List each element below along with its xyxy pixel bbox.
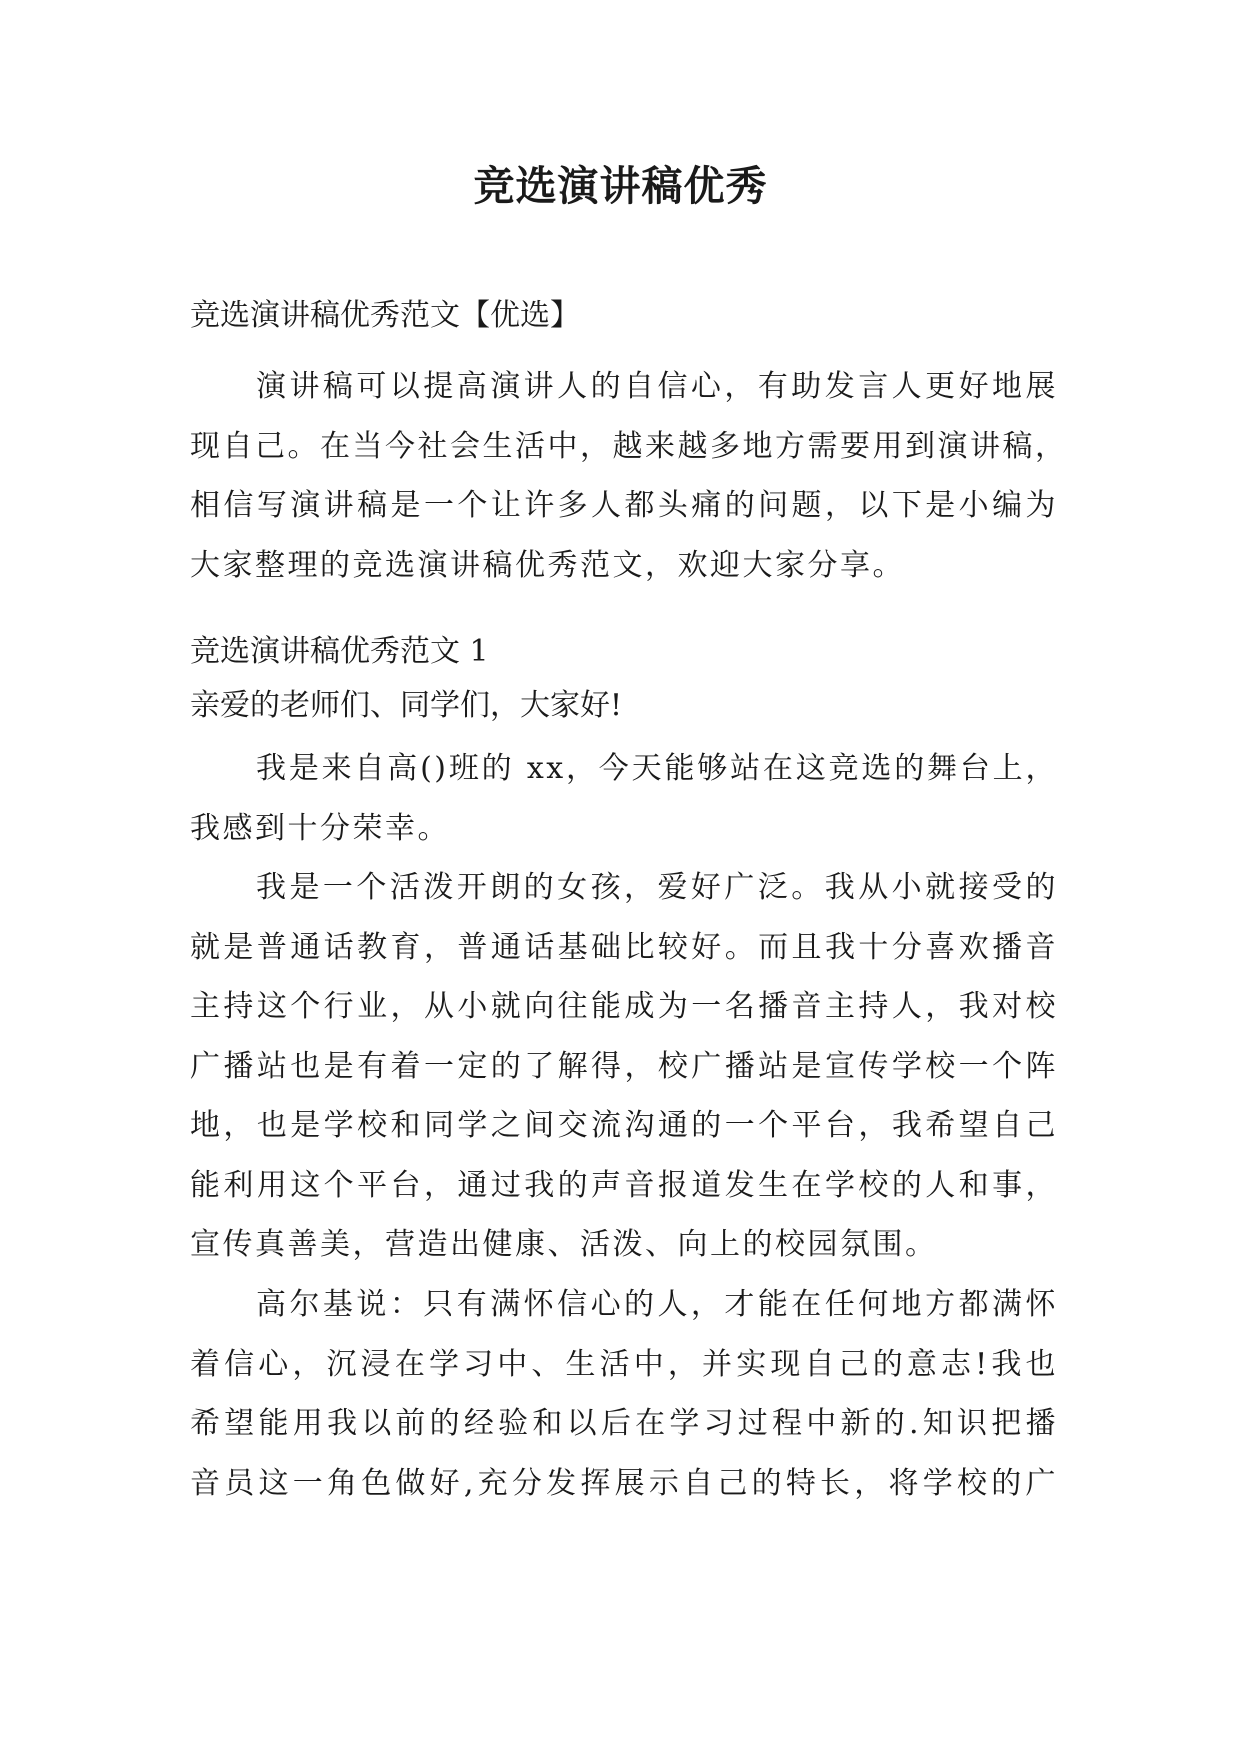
intro-line: 演讲稿可以提高演讲人的自信心，有助发言人更好地展 [256, 369, 1058, 404]
paragraph-line: 就是普通话教育，普通话基础比较好。而且我十分喜欢播音 [190, 929, 1058, 965]
section-heading: 竞选演讲稿优秀范文 1 [190, 634, 489, 669]
greeting-line: 亲爱的老师们、同学们，大家好! [190, 688, 623, 723]
paragraph-line: 宣传真善美，营造出健康、活泼、向上的校园氛围。 [190, 1227, 938, 1262]
intro-line: 相信写演讲稿是一个让许多人都头痛的问题，以下是小编为 [190, 488, 1058, 523]
paragraph-line: 主持这个行业，从小就向往能成为一名播音主持人，我对校 [190, 989, 1058, 1024]
paragraph-line: 地，也是学校和同学之间交流沟通的一个平台，我希望自己 [190, 1108, 1058, 1143]
paragraph-2 [190, 858, 1058, 1275]
paragraph-line: 高尔基说：只有满怀信心的人，才能在任何地方都满怀 [256, 1287, 1058, 1322]
intro-line: 大家整理的竞选演讲稿优秀范文，欢迎大家分享。 [190, 547, 905, 583]
paragraph-1 [190, 739, 1058, 858]
paragraph-line: 音员这一角色做好,充分发挥展示自己的特长，将学校的广 [190, 1465, 1058, 1501]
intro-paragraph [190, 357, 1068, 595]
document-subtitle: 竞选演讲稿优秀范文【优选】 [190, 298, 580, 333]
paragraph-line: 我感到十分荣幸。 [190, 810, 450, 846]
paragraph-line: 我是来自高()班的 xx，今天能够站在这竞选的舞台上， [256, 751, 1058, 786]
paragraph-line: 着信心，沉浸在学习中、生活中，并实现自己的意志!我也 [190, 1346, 1058, 1382]
intro-line: 现自己。在当今社会生活中，越来越多地方需要用到演讲稿， [190, 428, 1068, 464]
paragraph-line: 能利用这个平台，通过我的声音报道发生在学校的人和事， [190, 1167, 1058, 1203]
paragraph-3 [190, 1275, 1058, 1513]
paragraph-line: 我是一个活泼开朗的女孩，爱好广泛。我从小就接受的 [256, 870, 1058, 905]
paragraph-line: 希望能用我以前的经验和以后在学习过程中新的.知识把播 [190, 1406, 1058, 1441]
paragraph-line: 广播站也是有着一定的了解得，校广播站是宣传学校一个阵 [190, 1048, 1058, 1084]
document-title: 竞选演讲稿优秀 [473, 162, 768, 210]
